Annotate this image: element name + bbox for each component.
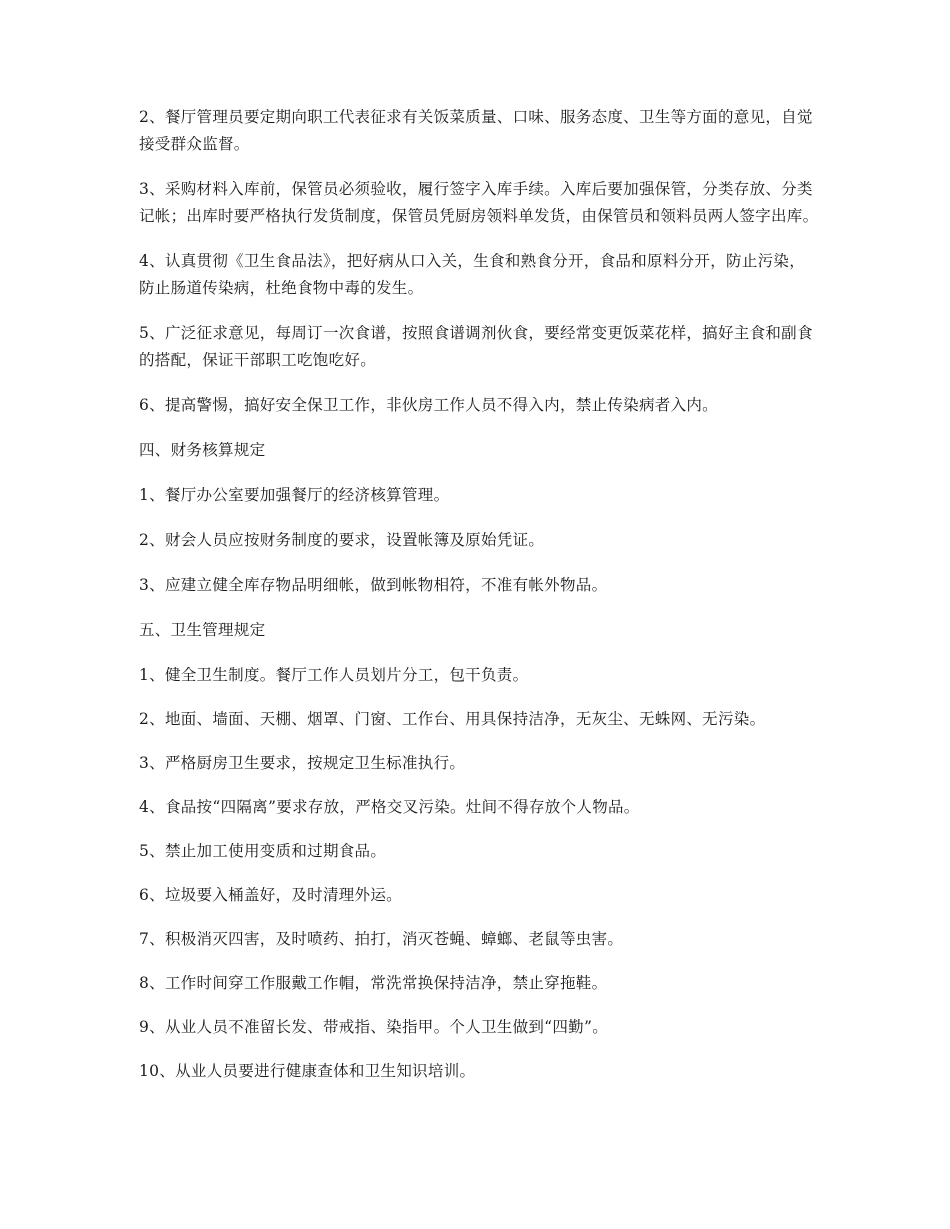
paragraph-rule-2-feedback: 2、餐厅管理员要定期向职工代表征求有关饭菜质量、口味、服务态度、卫生等方面的意见，自觉接受群众监督。 (139, 108, 813, 153)
paragraph-rule-3-storage: 3、采购材料入库前，保管员必须验收，履行签字入库手续。入库后要加强保管，分类存放、分类记帐；出库时要严格执行发货制度，保管员凭厨房领料单发货，由保管员和领料员两人签字出库。 (139, 180, 819, 225)
paragraph-rule-6-security: 6、提高警惕，搞好安全保卫工作，非伙房工作人员不得入内，禁止传染病者入内。 (139, 396, 718, 414)
paragraph-finance-2: 2、财会人员应按财务制度的要求，设置帐簿及原始凭证。 (139, 531, 545, 549)
paragraph-finance-3: 3、应建立健全库存物品明细帐，做到帐物相符，不准有帐外物品。 (139, 576, 608, 594)
paragraph-hygiene-1: 1、健全卫生制度。餐厅工作人员划片分工，包干负责。 (139, 666, 529, 684)
document-page (139, 104, 819, 1102)
paragraph-hygiene-2: 2、地面、墙面、天棚、烟罩、门窗、工作台、用具保持洁净，无灰尘、无蛛网、无污染。 (139, 710, 766, 728)
paragraph-hygiene-8: 8、工作时间穿工作服戴工作帽，常洗常换保持洁净，禁止穿拖鞋。 (139, 974, 608, 992)
paragraph-hygiene-5: 5、禁止加工使用变质和过期食品。 (139, 842, 387, 860)
paragraph-hygiene-7: 7、积极消灭四害，及时喷药、拍打，消灭苍蝇、蟑螂、老鼠等虫害。 (139, 930, 624, 948)
section-heading-hygiene: 五、卫生管理规定 (139, 621, 266, 639)
paragraph-hygiene-9: 9、从业人员不准留长发、带戒指、染指甲。个人卫生做到“四勤”。 (139, 1018, 609, 1036)
paragraph-hygiene-3: 3、严格厨房卫生要求，按规定卫生标准执行。 (139, 754, 466, 772)
section-heading-finance: 四、财务核算规定 (139, 441, 266, 459)
paragraph-hygiene-10: 10、从业人员要进行健康查体和卫生知识培训。 (139, 1062, 476, 1080)
paragraph-hygiene-6: 6、垃圾要入桶盖好，及时清理外运。 (139, 886, 402, 904)
paragraph-rule-4-hygiene-law: 4、认真贯彻《卫生食品法》，把好病从口入关，生食和熟食分开，食品和原料分开，防止污染，防止肠道传染病，杜绝食物中毒的发生。 (139, 252, 806, 297)
paragraph-finance-1: 1、餐厅办公室要加强餐厅的经济核算管理。 (139, 486, 450, 504)
paragraph-hygiene-4: 4、食品按“四隔离”要求存放，严格交叉污染。灶间不得存放个人物品。 (139, 798, 640, 816)
paragraph-rule-5-menu: 5、广泛征求意见，每周订一次食谱，按照食谱调剂伙食，要经常变更饭菜花样，搞好主食和副食的搭配，保证干部职工吃饱吃好。 (139, 324, 813, 369)
